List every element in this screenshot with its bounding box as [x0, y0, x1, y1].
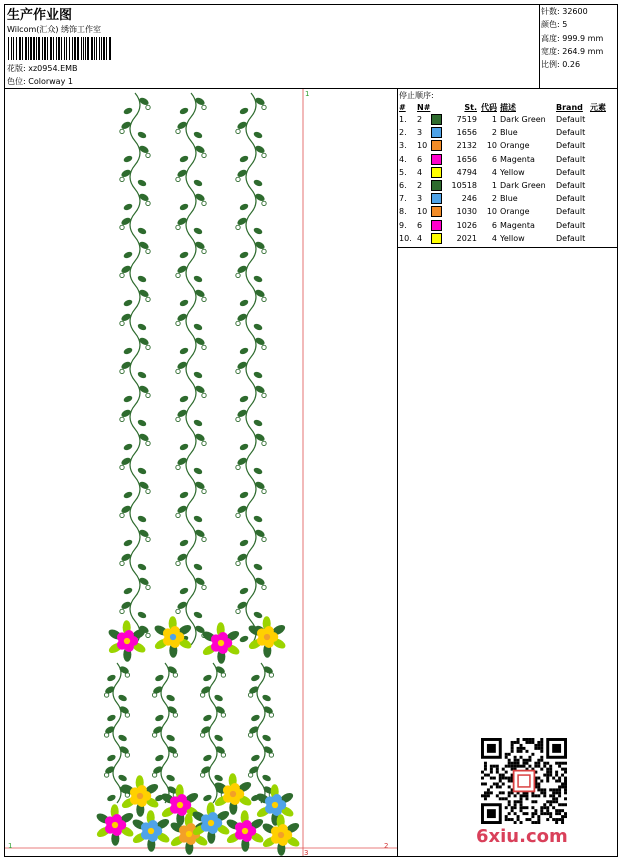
row-swatch — [431, 166, 451, 179]
table-header-row — [397, 101, 614, 113]
colorway-value: Colorway 1 — [28, 77, 73, 86]
row-element — [590, 126, 614, 139]
marker-bottom-left: 1 — [8, 842, 13, 850]
row-description: Blue — [500, 194, 518, 204]
row-element — [590, 205, 614, 218]
stop-sequence-title: 停止顺序: — [399, 91, 434, 100]
row-number: 4. — [399, 154, 407, 164]
row-swatch — [431, 219, 451, 232]
row-number: 2. — [399, 128, 407, 138]
color-swatch — [431, 180, 442, 191]
row-element — [590, 113, 614, 126]
row-brand: Default — [556, 167, 586, 177]
colorway-label: 色位: — [7, 77, 26, 86]
design-label: 花版: — [7, 64, 26, 73]
color-swatch — [431, 167, 442, 178]
row-stitches: 2021 — [456, 233, 477, 243]
row-description: Magenta — [500, 154, 535, 164]
row-description: Dark Green — [500, 115, 546, 125]
table-row — [397, 205, 614, 218]
row-stitches: 2132 — [456, 141, 477, 151]
table-row — [397, 153, 614, 166]
col-header-description: 描述 — [500, 102, 516, 112]
design-row — [7, 63, 78, 74]
row-swatch — [431, 205, 451, 218]
company-name: Wilcom(汇众) 绣饰工作室 — [7, 25, 102, 34]
table-row — [397, 192, 614, 205]
row-number: 10. — [399, 233, 412, 243]
row-needle: 6 — [417, 154, 423, 164]
design-value: xz0954.EMB — [28, 64, 78, 73]
row-swatch — [431, 113, 451, 126]
colorway-row — [7, 76, 73, 87]
table-row — [397, 219, 614, 232]
col-header-brand: Brand — [556, 102, 583, 112]
row-needle: 3 — [417, 194, 423, 204]
row-stitches: 1026 — [456, 220, 477, 230]
row-code: 10 — [486, 207, 497, 217]
row-stitches: 1030 — [456, 207, 477, 217]
marker-top: 1 — [305, 90, 310, 98]
row-element — [590, 232, 614, 245]
watermark-text: 6xiu.com — [476, 826, 568, 847]
barcode-image — [8, 37, 114, 60]
table-bottom-divider — [397, 247, 618, 248]
row-description: Dark Green — [500, 181, 546, 191]
row-code: 10 — [486, 141, 497, 151]
row-swatch — [431, 126, 451, 139]
row-swatch — [431, 192, 451, 205]
row-needle: 10 — [417, 141, 428, 151]
row-description: Magenta — [500, 220, 535, 230]
row-element — [590, 179, 614, 192]
flower-pattern — [95, 616, 301, 855]
row-swatch — [431, 139, 451, 152]
row-stitches: 7519 — [456, 115, 477, 125]
col-header-element: 元素 — [590, 102, 606, 112]
color-swatch — [431, 193, 442, 204]
row-stitches: 10518 — [451, 181, 477, 191]
row-number: 5. — [399, 167, 407, 177]
row-brand: Default — [556, 220, 586, 230]
color-swatch — [431, 220, 442, 231]
row-brand: Default — [556, 207, 586, 217]
row-element — [590, 139, 614, 152]
qr-code-image — [481, 738, 567, 824]
row-stitches: 1656 — [456, 128, 477, 138]
row-needle: 3 — [417, 128, 423, 138]
row-brand: Default — [556, 181, 586, 191]
row-code: 4 — [491, 167, 497, 177]
marker-bottom-right: 2 — [384, 842, 389, 850]
design-height: 高度: 999.9 mm — [541, 33, 604, 43]
row-element — [590, 153, 614, 166]
row-code: 4 — [491, 233, 497, 243]
embroidery-design-canvas — [5, 89, 397, 856]
color-swatch — [431, 127, 442, 138]
row-element — [590, 219, 614, 232]
col-header-code: 代码 — [481, 102, 497, 112]
color-swatch — [431, 114, 442, 125]
stats-divider — [539, 4, 540, 88]
color-swatch — [431, 154, 442, 165]
row-number: 1. — [399, 115, 407, 125]
design-width: 宽度: 264.9 mm — [541, 46, 604, 56]
vine-pattern — [104, 93, 274, 803]
row-code: 6 — [491, 220, 497, 230]
row-description: Orange — [500, 207, 530, 217]
row-number: 9. — [399, 220, 407, 230]
row-needle: 2 — [417, 115, 423, 125]
row-description: Orange — [500, 141, 530, 151]
row-number: 8. — [399, 207, 407, 217]
color-swatch — [431, 206, 442, 217]
row-brand: Default — [556, 141, 586, 151]
row-code: 1 — [491, 115, 497, 125]
table-row — [397, 139, 614, 152]
row-needle: 10 — [417, 207, 428, 217]
page-title: 生产作业图 — [7, 8, 73, 23]
row-stitches: 1656 — [456, 154, 477, 164]
row-brand: Default — [556, 128, 586, 138]
stats-panel — [541, 5, 603, 71]
row-element — [590, 166, 614, 179]
row-description: Yellow — [500, 167, 525, 177]
row-stitches: 246 — [461, 194, 477, 204]
row-brand: Default — [556, 194, 586, 204]
row-swatch — [431, 153, 451, 166]
color-swatch — [431, 233, 442, 244]
row-brand: Default — [556, 233, 586, 243]
color-count: 颜色: 5 — [541, 20, 568, 30]
row-code: 2 — [491, 128, 497, 138]
row-description: Yellow — [500, 233, 525, 243]
row-code: 1 — [491, 181, 497, 191]
row-code: 6 — [491, 154, 497, 164]
stitch-count: 针数: 32600 — [541, 7, 588, 16]
design-scale: 比例: 0.26 — [541, 60, 581, 70]
row-swatch — [431, 232, 451, 245]
stop-sequence-table — [397, 101, 614, 245]
row-brand: Default — [556, 154, 586, 164]
row-needle: 4 — [417, 233, 423, 243]
table-row — [397, 113, 614, 126]
row-description: Blue — [500, 128, 518, 138]
row-needle: 4 — [417, 167, 423, 177]
row-needle: 2 — [417, 181, 423, 191]
marker-bottom-center: 3 — [304, 849, 309, 856]
row-swatch — [431, 179, 451, 192]
row-number: 3. — [399, 141, 407, 151]
row-brand: Default — [556, 115, 586, 125]
row-needle: 6 — [417, 220, 423, 230]
row-element — [590, 192, 614, 205]
table-row — [397, 126, 614, 139]
row-number: 7. — [399, 194, 407, 204]
col-header-num: # — [399, 102, 406, 112]
table-row — [397, 232, 614, 245]
row-code: 2 — [491, 194, 497, 204]
col-header-needle: N# — [417, 102, 431, 112]
col-header-swatch — [431, 101, 451, 113]
table-row — [397, 179, 614, 192]
color-swatch — [431, 140, 442, 151]
col-header-stitches: St. — [464, 102, 477, 112]
row-number: 6. — [399, 181, 407, 191]
table-row — [397, 166, 614, 179]
row-stitches: 4794 — [456, 167, 477, 177]
